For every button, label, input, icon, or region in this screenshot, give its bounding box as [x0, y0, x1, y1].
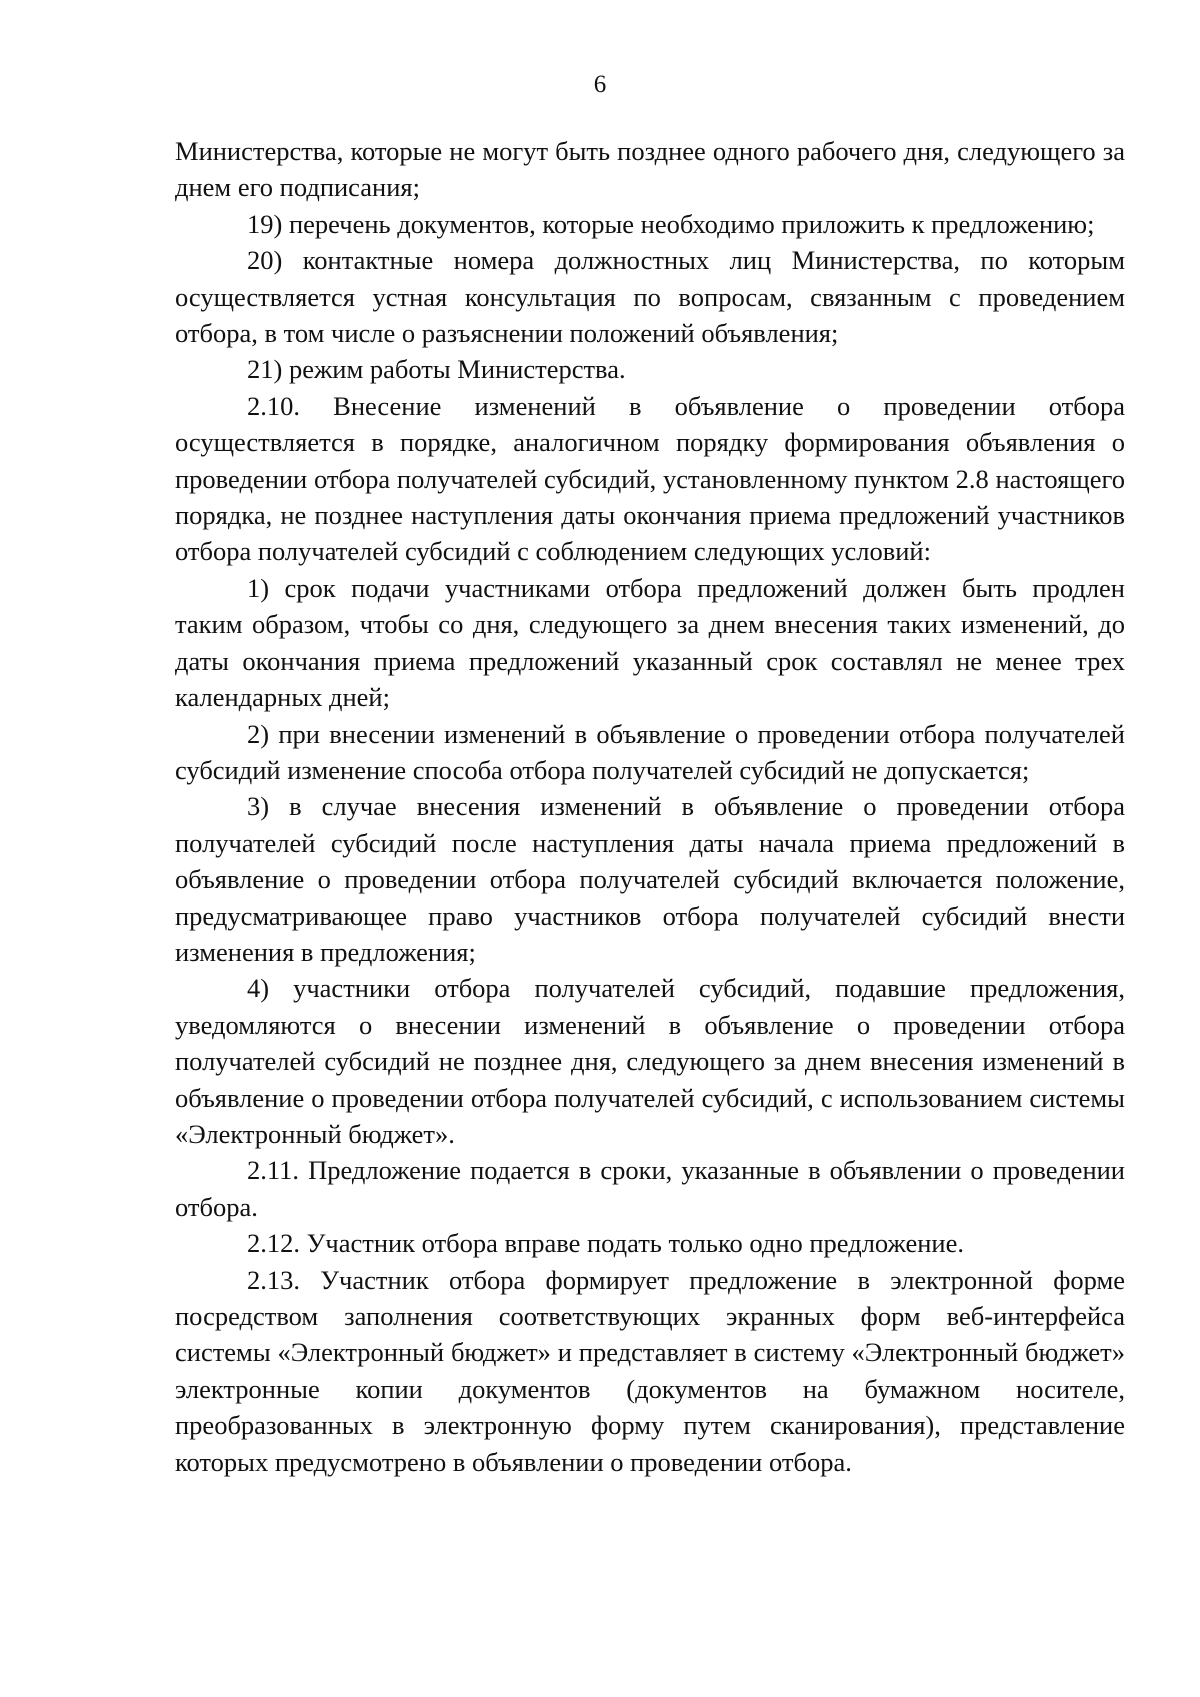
- paragraph: 1) срок подачи участниками отбора предложений должен быть продлен таким образом, чтобы со дня, следующего за днем внесения таких изменений, до даты окончания приема предложений указанный срок составлял не менее трех календарных дней;: [175, 572, 1125, 713]
- paragraph: 3) в случае внесения изменений в объявление о проведении отбора получателей субсидий после наступления даты начала приема предложений в объявление о проведении отбора получателей субсидий включается положение, предусматривающее право участников отбора получателей субсидий внести изменения в предложения;: [175, 791, 1125, 967]
- paragraph: 4) участники отбора получателей субсидий, подавшие предложения, уведомляются о внесении изменений в объявление о проведении отбора получателей субсидий не позднее дня, следующего за днем внесения изменений в объявление о проведении отбора получателей субсидий, с использованием системы «Электронный бюджет».: [175, 973, 1125, 1149]
- document-body: [175, 133, 1125, 1480]
- paragraph: 21) режим работы Министерства.: [247, 354, 626, 385]
- page-number: 6: [593, 71, 607, 98]
- paragraph: 20) контактные номера должностных лиц Министерства, по которым осуществляется устная консультация по вопросам, связанным с проведением отбора, в том числе о разъяснении положений объявления;: [175, 245, 1125, 349]
- paragraph: 2.12. Участник отбора вправе подать только одно предложение.: [247, 1228, 964, 1259]
- paragraph: 2.13. Участник отбора формирует предложение в электронной форме посредством заполнения соответствующих экранных форм веб-интерфейса системы «Электронный бюджет» и представляет в систему «Электронный бюджет» электронные копии документов (документов на бумажном носителе, преобразованных в электронную форму путем сканирования), представление которых предусмотрено в объявлении о проведении отбора.: [175, 1264, 1125, 1477]
- paragraph: 2.11. Предложение подается в сроки, указанные в объявлении о проведении отбора.: [175, 1155, 1125, 1222]
- paragraph: 2.10. Внесение изменений в объявление о проведении отбора осуществляется в порядке, аналогичном порядку формирования объявления о проведении отбора получателей субсидий, установленному пунктом 2.8 настоящего порядка, не позднее наступления даты окончания приема предложений участников отбора получателей субсидий с соблюдением следующих условий:: [175, 390, 1125, 567]
- paragraph: 2) при внесении изменений в объявление о проведении отбора получателей субсидий изменение способа отбора получателей субсидий не допускается;: [175, 718, 1125, 785]
- paragraph: 19) перечень документов, которые необходимо приложить к предложению;: [247, 208, 1095, 239]
- paragraph: Министерства, которые не могут быть позднее одного рабочего дня, следующего за днем его подписания;: [175, 136, 1125, 203]
